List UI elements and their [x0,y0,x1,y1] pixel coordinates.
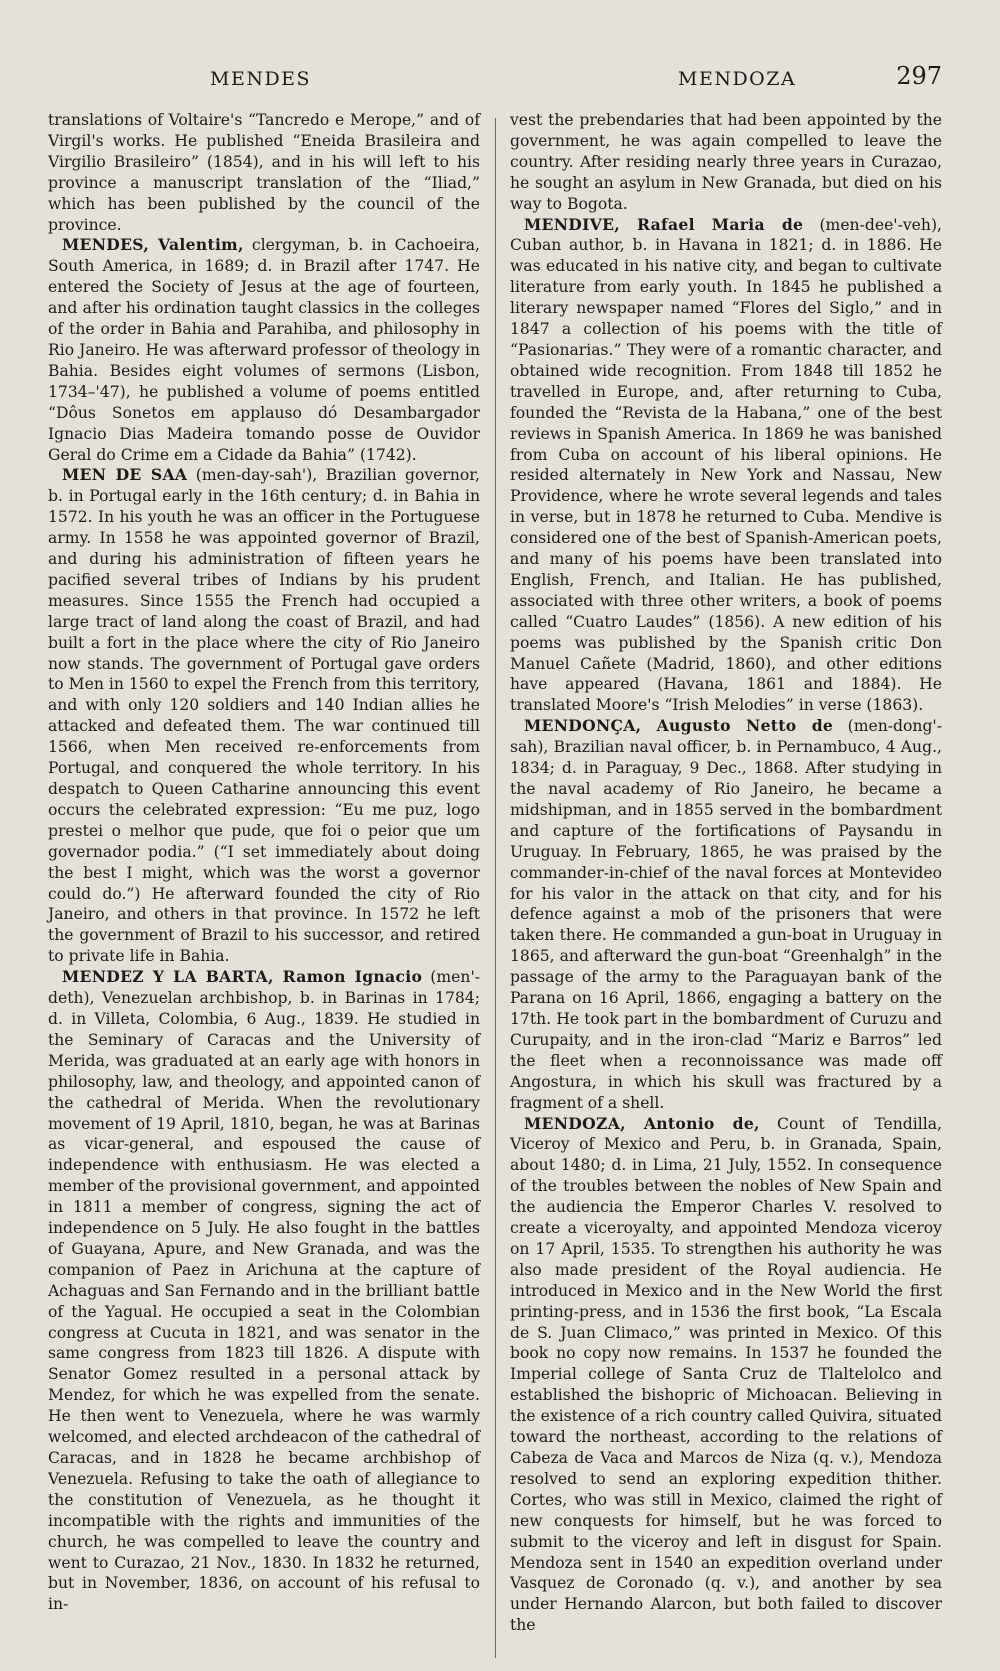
running-head-right: MENDOZA [678,68,797,90]
entry-headword: MENDES, Valentim, [62,235,244,255]
entry-mendonca: MENDONÇA, Augusto Netto de (men-dong'-sah), Brazilian naval officer, b. in Pernambuco, 4 Aug., 1834; d. in Paraguay, 9 Dec., 1868. After studying in the naval academy of Rio Janeiro, he became a midshipman, and in 1855 served in the bombardment and capture of the fortifications of Paysandu in Uruguay. In February, 1865, he was praised by the commander-in-chief of the naval forces at Montevideo for his valor in the attack on that city, and for his defence against a mob of the prisoners that were taken there. He commanded a gun-boat in Uruguay in 1865, and afterward the gun-boat “Greenhalgh” in the passage of the army to the Paraguayan bank of the Parana on 16 April, 1866, engaging a battery on the 17th. He took part in the bombardment of Curuzu and Curupaity, and in the iron-clad “Mariz e Barros” led the fleet when a reconnoissance was made off Angostura, in which his skull was fractured by a fragment of a shell. [510,716,942,1112]
text-columns [48,110,942,1658]
entry-headword: MENDEZ Y LA BARTA, Ramon Ignacio [62,967,423,987]
column-divider [495,118,496,1658]
entry-mendive: MENDIVE, Rafael Maria de (men-dee'-veh), Cuban author, b. in Havana in 1821; d. in 1886. He was educated in his native city, and began to cultivate literature from early youth. In 1845 he published a literary newspaper named “Flores del Siglo,” and in 1847 a collection of his poems with the title of “Pasionarias.” They were of a romantic character, and obtained wide recognition. From 1848 till 1852 he travelled in Europe, and, after returning to Cuba, founded the “Revista de la Habana,” one of the best reviews in Spanish America. In 1869 he was banished from Cuba on account of his liberal opinions. He resided alternately in New York and Nassau, New Providence, where he wrote several legends and tales in verse, but in 1878 he returned to Cuba. Mendive is considered one of the best of Spanish-American poets, and many of his poems have been translated into English, French, and Italian. He has published, associated with three other writers, a book of poems called “Cuatro Laudes” (1856). A new edition of his poems was published by the Spanish critic Don Manuel Cañete (Madrid, 1860), and other editions have appeared (Havana, 1861 and 1884). He translated Moore's “Irish Melodies” in verse (1863). [510,214,942,715]
entry-continuation: vest the prebendaries that had been appointed by the government, he was again compelled to leave the country. After residing nearly three years in Curazao, he sought an asylum in New Granada, but died on his way to Bogota. [510,111,942,213]
running-head-left: MENDES [210,68,312,90]
page-number: 297 [896,62,942,90]
entry-continuation: translations of Voltaire's “Tancredo e Merope,” and of Virgil's works. He published “Eneida Brasileira and Virgilio Brasileiro” (1854), and in his will left to his province a manuscript translation of the “Iliad,” which has been published by the council of the province. [48,111,480,234]
entry-headword: MENDOZA, Antonio de, [524,1113,760,1133]
entry-headword: MEN DE SAA [62,465,188,485]
entry-mendoza-antonio: MENDOZA, Antonio de, Count of Tendilla, Viceroy of Mexico and Peru, b. in Granada, Spain, about 1480; d. in Lima, 21 July, 1552. In consequence of the troubles between the nobles of New Spain and the audiencia the Emperor Charles V. resolved to create a viceroyalty, and appointed Mendoza viceroy on 17 April, 1535. To strengthen his authority he was also made president of the Royal audiencia. He introduced in Mexico and in the New World the first printing-press, and in 1536 the first book, “La Escala de S. Juan Climaco,” was printed in Mexico. Of this book no copy now remains. In 1537 he founded the Imperial college of Santa Cruz de Tlaltelolco and established the bishopric of Michoacan. Believing in the existence of a rich country called Quivira, situated toward the northeast, according to the relations of Cabeza de Vaca and Marcos de Niza (q. v.), Mendoza resolved to send an exploring expedition thither. Cortes, who was still in Mexico, claimed the right of new conquests for himself, but he was forced to submit to the viceroy and left in disgust for Spain. Mendoza sent in 1540 an expedition overland under Vasquez de Coronado (q. v.), and another by sea under Hernando Alarcon, but both failed to discover the [510,1113,943,1635]
right-column [510,110,942,1658]
entry-headword: MENDONÇA, Augusto Netto de [524,716,834,736]
entry-headword: MENDIVE, Rafael Maria de [524,214,804,234]
left-column [48,110,480,1658]
entry-mendez-y-la-barta: MENDEZ Y LA BARTA, Ramon Ignacio (men'-deth), Venezuelan archbishop, b. in Barinas in 1784; d. in Villeta, Colombia, 6 Aug., 1839. He studied in the Seminary of Caracas and the University of Merida, was graduated at an early age with honors in philosophy, law, and theology, and appointed canon of the cathedral of Merida. When the revolutionary movement of 19 April, 1810, began, he was at Barinas as vicar-general, and espoused the cause of independence with enthusiasm. He was elected a member of the provisional government, and appointed in 1811 a member of congress, signing the act of independence on 5 July. He also fought in the battles of Guayana, Apure, and New Granada, and was the companion of Paez in Arichuna at the capture of Achaguas and San Fernando and in the brilliant battle of the Yagual. He occupied a seat in the Colombian congress at Cucuta in 1821, and was senator in the same congress from 1823 till 1826. A dispute with Senator Gomez resulted in a personal attack by Mendez, for which he was expelled from the senate. He then went to Venezuela, where he was warmly welcomed, and elected archdeacon of the cathedral of Caracas, and in 1828 he became archbishop of Venezuela. Refusing to take the oath of allegiance to the constitution of Venezuela, as he thought it incompatible with the rights and immunities of the church, he was compelled to leave the country and went to Curazao, 21 Nov., 1830. In 1832 he returned, but in November, 1836, on account of his refusal to in- [48,967,480,1614]
entry-mendes-valentim: MENDES, Valentim, clergyman, b. in Cachoeira, South America, in 1689; d. in Brazil after 1747. He entered the Society of Jesus at the age of fourteen, and after his ordination taught classics in the colleges of the order in Bahia and Parahiba, and philosophy in Rio Janeiro. He was afterward professor of theology in Bahia. Besides eight volumes of sermons (Lisbon, 1734–'47), he published a volume of poems entitled “Dôus Sonetos em applauso dó Desambargador Ignacio Dias Madeira tomando posse de Ouvidor Geral do Crime em a Cidade da Bahia” (1742). [48,235,480,464]
running-head [48,62,942,96]
entry-men-de-saa: MEN DE SAA (men-day-sah'), Brazilian governor, b. in Portugal early in the 16th century; d. in Bahia in 1572. In his youth he was an officer in the Portuguese army. In 1558 he was appointed governor of Brazil, and during his administration of fifteen years he pacified several tribes of Indians by his prudent measures. Since 1555 the French had occupied a large tract of land along the coast of Brazil, and had built a fort in the place where the city of Rio Janeiro now stands. The government of Portugal gave orders to Men in 1560 to expel the French from this territory, and with only 120 soldiers and 140 Indian allies he attacked and defeated them. The war continued till 1566, when Men received re-enforcements from Portugal, and conquered the whole territory. In his despatch to Queen Catharine announcing this event occurs the celebrated expression: “Eu me puz, logo prestei o melhor que pude, que foi o peior que um governador podia.” (“I set immediately about doing the best I might, which was the worst a governor could do.”) He afterward founded the city of Rio Janeiro, and others in that province. In 1572 he left the government of Brazil to his successor, and retired to private life in Bahia. [48,465,480,966]
